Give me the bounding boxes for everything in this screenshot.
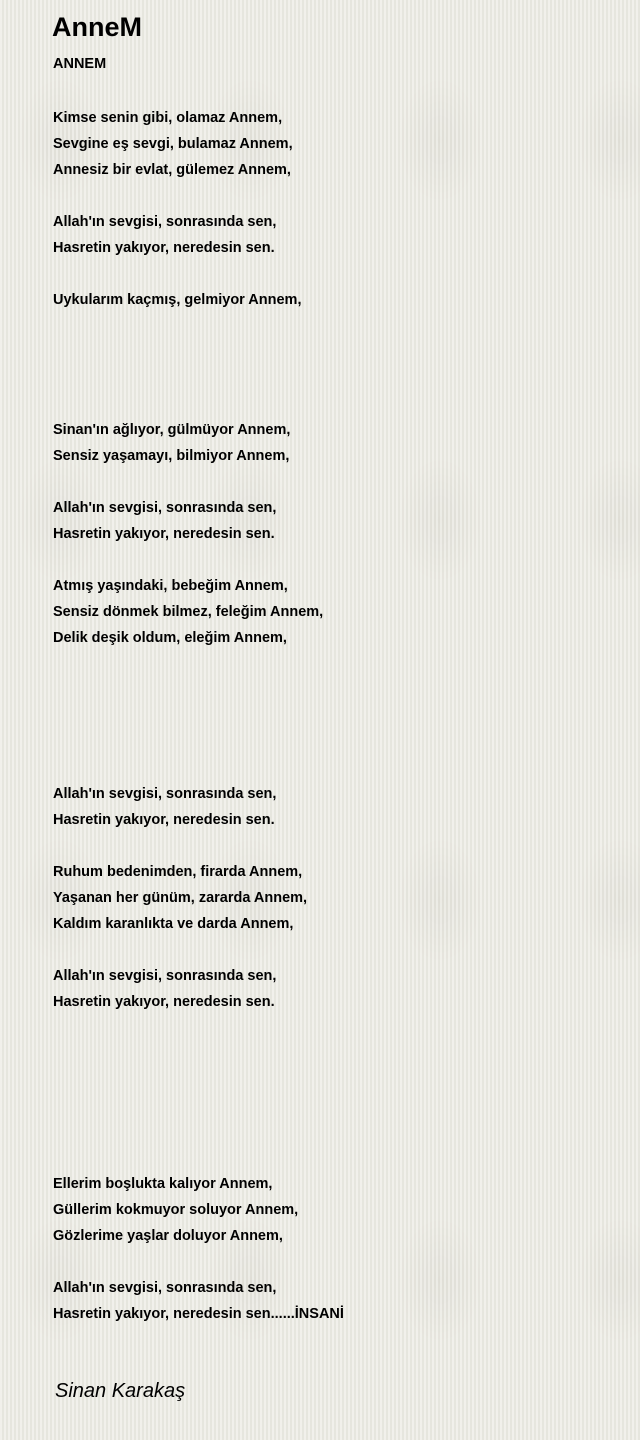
poem-line: Güllerim kokmuyor soluyor Annem,	[53, 1202, 299, 1218]
poem-line: Annesiz bir evlat, gülemez Annem,	[53, 162, 291, 178]
poem-line: Allah'ın sevgisi, sonrasında sen,	[53, 214, 277, 230]
poem-blank-line	[53, 1249, 344, 1275]
poem-blank-line	[53, 1067, 344, 1093]
poem-blank-line	[53, 833, 344, 859]
poem-line: Allah'ın sevgisi, sonrasında sen,	[53, 968, 277, 984]
poem-line: Sensiz yaşamayı, bilmiyor Annem,	[53, 448, 290, 464]
poem-blank-line	[53, 183, 344, 209]
poem-blank-line	[53, 469, 344, 495]
poem-line: Kimse senin gibi, olamaz Annem,	[53, 110, 283, 126]
poem-blank-line	[53, 651, 344, 677]
poem-blank-line	[53, 729, 344, 755]
poem-line: Hasretin yakıyor, neredesin sen.	[53, 812, 275, 828]
poem-blank-line	[53, 677, 344, 703]
poem-line: Uykularım kaçmış, gelmiyor Annem,	[53, 292, 302, 308]
poem-blank-line	[53, 313, 344, 339]
poem-line: Ellerim boşlukta kalıyor Annem,	[53, 1176, 273, 1192]
poem-line: Allah'ın sevgisi, sonrasında sen,	[53, 786, 277, 802]
poem-line: Sensiz dönmek bilmez, feleğim Annem,	[53, 604, 324, 620]
poem-blank-line	[53, 703, 344, 729]
poem-line: Sinan'ın ağlıyor, gülmüyor Annem,	[53, 422, 291, 438]
poem-line: Yaşanan her günüm, zararda Annem,	[53, 890, 308, 906]
poem-line: Allah'ın sevgisi, sonrasında sen,	[53, 500, 277, 516]
poem-line: Sevgine eş sevgi, bulamaz Annem,	[53, 136, 293, 152]
poem-line: Hasretin yakıyor, neredesin sen.	[53, 994, 275, 1010]
poem-blank-line	[53, 1145, 344, 1171]
poem-line: Hasretin yakıyor, neredesin sen.	[53, 240, 275, 256]
poem-blank-line	[53, 1041, 344, 1067]
poem-line: Hasretin yakıyor, neredesin sen.	[53, 526, 275, 542]
poem-blank-line	[53, 937, 344, 963]
poem-blank-line	[53, 365, 344, 391]
poem-line: Kaldım karanlıkta ve darda Annem,	[53, 916, 294, 932]
poem-blank-line	[53, 547, 344, 573]
poem-title: AnneM	[52, 12, 142, 42]
poem-line: Ruhum bedenimden, firarda Annem,	[53, 864, 303, 880]
poem-subtitle: ANNEM	[53, 56, 107, 72]
poem-line: Atmış yaşındaki, bebeğim Annem,	[53, 578, 288, 594]
poem-blank-line	[53, 1119, 344, 1145]
poem-blank-line	[53, 755, 344, 781]
poem-body	[53, 105, 344, 1327]
poem-line: Gözlerime yaşlar doluyor Annem,	[53, 1228, 283, 1244]
poem-blank-line	[53, 391, 344, 417]
poem-author: Sinan Karakaş	[55, 1380, 186, 1402]
poem-blank-line	[53, 261, 344, 287]
poem-line: Allah'ın sevgisi, sonrasında sen,	[53, 1280, 277, 1296]
poem-line: Delik deşik oldum, eleğim Annem,	[53, 630, 287, 646]
poem-line: Hasretin yakıyor, neredesin sen......İNSANİ	[53, 1306, 344, 1322]
poem-blank-line	[53, 339, 344, 365]
poem-blank-line	[53, 1093, 344, 1119]
poem-blank-line	[53, 1015, 344, 1041]
